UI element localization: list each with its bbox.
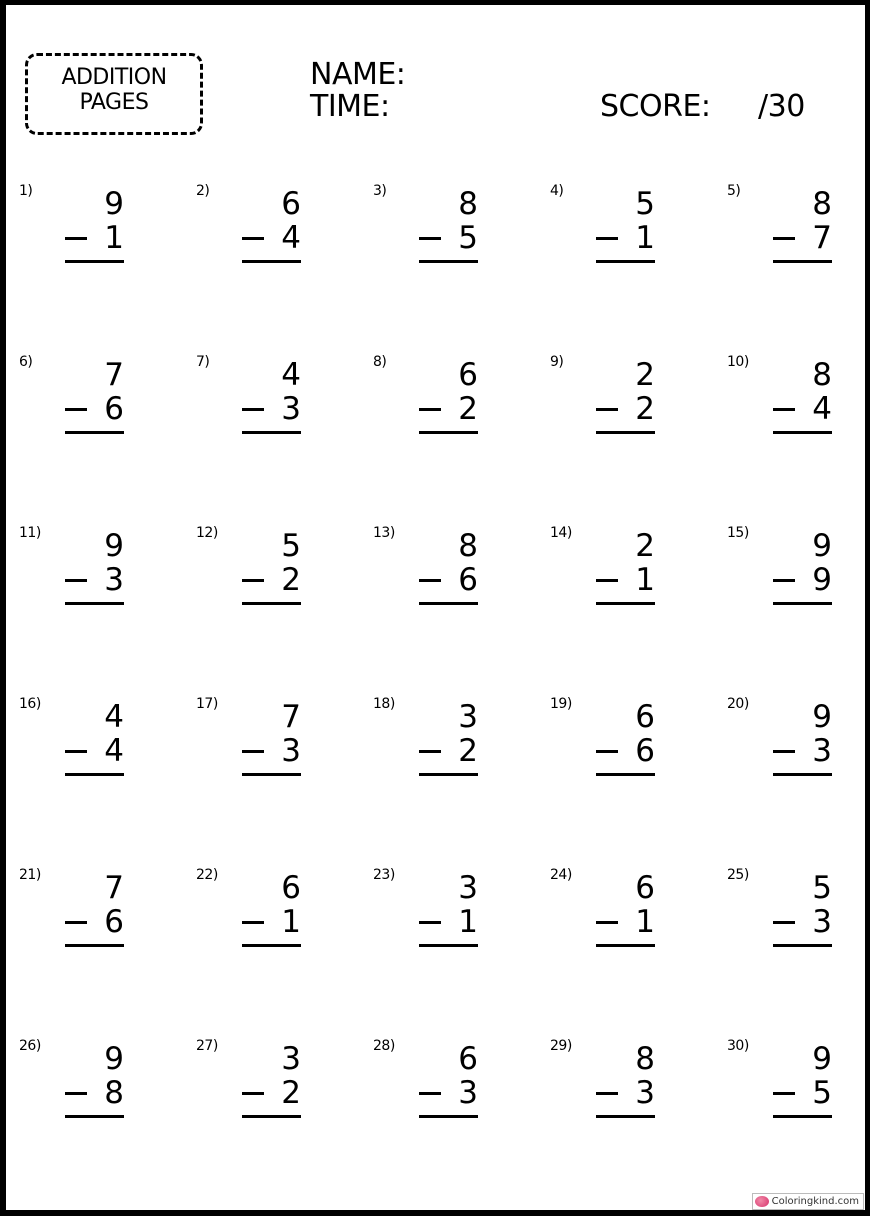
minuend: 9 bbox=[104, 528, 124, 564]
subtrahend: 6 bbox=[104, 391, 124, 427]
subtrahend: 4 bbox=[104, 733, 124, 769]
problem-item bbox=[183, 688, 353, 798]
minuend: 3 bbox=[458, 870, 478, 906]
problem-item bbox=[183, 1030, 353, 1140]
subtrahend: 1 bbox=[104, 220, 124, 256]
subtrahend-row bbox=[596, 905, 656, 939]
subtrahend: 2 bbox=[458, 733, 478, 769]
problem-number: 12) bbox=[196, 525, 218, 541]
answer-line bbox=[773, 602, 832, 605]
subtrahend-row bbox=[773, 563, 833, 597]
subtrahend: 9 bbox=[812, 562, 832, 598]
answer-line bbox=[65, 602, 124, 605]
problem-item bbox=[714, 175, 870, 285]
answer-line bbox=[419, 602, 478, 605]
answer-line bbox=[773, 260, 832, 263]
problem-number: 18) bbox=[373, 696, 395, 712]
subtrahend-row bbox=[65, 221, 125, 255]
minuend: 6 bbox=[458, 1041, 478, 1077]
problem-number: 1) bbox=[19, 183, 33, 199]
subtrahend-row bbox=[773, 221, 833, 255]
problem-item bbox=[6, 175, 176, 285]
subtrahend: 3 bbox=[812, 904, 832, 940]
problem-number: 28) bbox=[373, 1038, 395, 1054]
problem-item bbox=[360, 859, 530, 969]
subtrahend-row bbox=[419, 392, 479, 426]
problem-item bbox=[537, 688, 707, 798]
answer-line bbox=[419, 773, 478, 776]
minuend: 9 bbox=[104, 186, 124, 222]
minuend: 7 bbox=[104, 870, 124, 906]
minuend: 9 bbox=[812, 528, 832, 564]
subtrahend-row bbox=[419, 734, 479, 768]
subtrahend: 6 bbox=[458, 562, 478, 598]
answer-line bbox=[242, 431, 301, 434]
problem-item bbox=[360, 1030, 530, 1140]
subtrahend: 3 bbox=[104, 562, 124, 598]
problem-number: 7) bbox=[196, 354, 210, 370]
subtrahend: 7 bbox=[812, 220, 832, 256]
subtrahend-row bbox=[596, 392, 656, 426]
problem-number: 15) bbox=[727, 525, 749, 541]
subtrahend-row bbox=[242, 734, 302, 768]
answer-line bbox=[596, 260, 655, 263]
answer-line bbox=[65, 1115, 124, 1118]
subtrahend-row bbox=[773, 734, 833, 768]
subtrahend: 6 bbox=[635, 733, 655, 769]
subtrahend: 3 bbox=[812, 733, 832, 769]
problem-number: 20) bbox=[727, 696, 749, 712]
score-total: /30 bbox=[758, 89, 805, 124]
subtrahend-row bbox=[242, 392, 302, 426]
worksheet-page bbox=[6, 5, 865, 1210]
problem-number: 22) bbox=[196, 867, 218, 883]
problem-number: 25) bbox=[727, 867, 749, 883]
problem-item bbox=[537, 859, 707, 969]
subtrahend: 3 bbox=[281, 391, 301, 427]
problem-number: 17) bbox=[196, 696, 218, 712]
answer-line bbox=[596, 944, 655, 947]
subtrahend: 4 bbox=[812, 391, 832, 427]
problem-number: 9) bbox=[550, 354, 564, 370]
problem-item bbox=[714, 346, 870, 456]
subtrahend-row bbox=[773, 1076, 833, 1110]
answer-line bbox=[242, 602, 301, 605]
problem-item bbox=[537, 346, 707, 456]
minuend: 9 bbox=[104, 1041, 124, 1077]
problem-item bbox=[537, 1030, 707, 1140]
problem-item bbox=[714, 517, 870, 627]
minuend: 2 bbox=[635, 528, 655, 564]
problem-number: 13) bbox=[373, 525, 395, 541]
answer-line bbox=[596, 431, 655, 434]
subtrahend: 3 bbox=[635, 1075, 655, 1111]
problem-number: 4) bbox=[550, 183, 564, 199]
subtrahend: 2 bbox=[281, 562, 301, 598]
minuend: 3 bbox=[458, 699, 478, 735]
subtrahend: 3 bbox=[281, 733, 301, 769]
problem-number: 11) bbox=[19, 525, 41, 541]
problem-item bbox=[360, 517, 530, 627]
subtrahend-row bbox=[65, 905, 125, 939]
minuend: 8 bbox=[812, 186, 832, 222]
answer-line bbox=[242, 944, 301, 947]
watermark bbox=[752, 1193, 864, 1210]
minuend: 5 bbox=[281, 528, 301, 564]
problem-number: 16) bbox=[19, 696, 41, 712]
subtrahend: 2 bbox=[635, 391, 655, 427]
problem-item bbox=[6, 517, 176, 627]
subtrahend-row bbox=[596, 734, 656, 768]
problem-item bbox=[6, 346, 176, 456]
worksheet-title-box bbox=[25, 53, 203, 135]
subtrahend-row bbox=[65, 392, 125, 426]
minuend: 8 bbox=[458, 528, 478, 564]
minuend: 4 bbox=[104, 699, 124, 735]
answer-line bbox=[596, 773, 655, 776]
subtrahend-row bbox=[419, 1076, 479, 1110]
subtrahend: 4 bbox=[281, 220, 301, 256]
problem-item bbox=[360, 346, 530, 456]
minuend: 4 bbox=[281, 357, 301, 393]
subtrahend: 5 bbox=[458, 220, 478, 256]
title-line-1: ADDITION bbox=[61, 65, 167, 90]
answer-line bbox=[242, 773, 301, 776]
answer-line bbox=[773, 944, 832, 947]
answer-line bbox=[65, 944, 124, 947]
subtrahend: 3 bbox=[458, 1075, 478, 1111]
problem-item bbox=[537, 175, 707, 285]
name-label: NAME: bbox=[310, 57, 406, 92]
problem-number: 3) bbox=[373, 183, 387, 199]
watermark-text: Coloringkind.com bbox=[771, 1196, 859, 1207]
subtrahend-row bbox=[596, 563, 656, 597]
answer-line bbox=[419, 944, 478, 947]
answer-line bbox=[65, 773, 124, 776]
problem-item bbox=[183, 346, 353, 456]
answer-line bbox=[419, 1115, 478, 1118]
subtrahend: 1 bbox=[281, 904, 301, 940]
answer-line bbox=[773, 1115, 832, 1118]
problem-item bbox=[360, 688, 530, 798]
answer-line bbox=[773, 431, 832, 434]
subtrahend-row bbox=[65, 563, 125, 597]
answer-line bbox=[65, 260, 124, 263]
answer-line bbox=[419, 260, 478, 263]
subtrahend-row bbox=[242, 563, 302, 597]
problem-item bbox=[537, 517, 707, 627]
minuend: 6 bbox=[281, 186, 301, 222]
subtrahend-row bbox=[242, 1076, 302, 1110]
subtrahend-row bbox=[419, 563, 479, 597]
minuend: 5 bbox=[812, 870, 832, 906]
problem-item bbox=[183, 175, 353, 285]
subtrahend-row bbox=[419, 221, 479, 255]
problem-number: 21) bbox=[19, 867, 41, 883]
minuend: 2 bbox=[635, 357, 655, 393]
answer-line bbox=[596, 602, 655, 605]
problem-item bbox=[183, 859, 353, 969]
problem-number: 19) bbox=[550, 696, 572, 712]
problem-number: 24) bbox=[550, 867, 572, 883]
answer-line bbox=[419, 431, 478, 434]
problem-number: 5) bbox=[727, 183, 741, 199]
problem-number: 14) bbox=[550, 525, 572, 541]
problem-item bbox=[6, 859, 176, 969]
problem-number: 27) bbox=[196, 1038, 218, 1054]
minuend: 6 bbox=[635, 870, 655, 906]
problem-item bbox=[183, 517, 353, 627]
subtrahend-row bbox=[596, 1076, 656, 1110]
problem-item bbox=[6, 1030, 176, 1140]
answer-line bbox=[596, 1115, 655, 1118]
time-label: TIME: bbox=[310, 89, 390, 124]
problem-number: 23) bbox=[373, 867, 395, 883]
minuend: 7 bbox=[104, 357, 124, 393]
subtrahend: 6 bbox=[104, 904, 124, 940]
answer-line bbox=[242, 260, 301, 263]
title-line-2: PAGES bbox=[79, 90, 149, 115]
answer-line bbox=[242, 1115, 301, 1118]
minuend: 7 bbox=[281, 699, 301, 735]
subtrahend: 1 bbox=[635, 904, 655, 940]
subtrahend-row bbox=[65, 1076, 125, 1110]
subtrahend: 1 bbox=[458, 904, 478, 940]
problem-item bbox=[714, 688, 870, 798]
problem-number: 2) bbox=[196, 183, 210, 199]
problem-item bbox=[360, 175, 530, 285]
problem-item bbox=[714, 859, 870, 969]
minuend: 9 bbox=[812, 1041, 832, 1077]
problem-number: 8) bbox=[373, 354, 387, 370]
subtrahend: 2 bbox=[458, 391, 478, 427]
crayon-logo-icon bbox=[755, 1196, 769, 1207]
minuend: 3 bbox=[281, 1041, 301, 1077]
minuend: 8 bbox=[458, 186, 478, 222]
subtrahend: 1 bbox=[635, 562, 655, 598]
subtrahend-row bbox=[596, 221, 656, 255]
score-label: SCORE: bbox=[600, 89, 711, 124]
minuend: 5 bbox=[635, 186, 655, 222]
subtrahend-row bbox=[242, 905, 302, 939]
minuend: 6 bbox=[458, 357, 478, 393]
problem-item bbox=[714, 1030, 870, 1140]
answer-line bbox=[65, 431, 124, 434]
subtrahend: 2 bbox=[281, 1075, 301, 1111]
minuend: 9 bbox=[812, 699, 832, 735]
minuend: 6 bbox=[281, 870, 301, 906]
subtrahend: 5 bbox=[812, 1075, 832, 1111]
subtrahend-row bbox=[773, 905, 833, 939]
subtrahend-row bbox=[773, 392, 833, 426]
problem-item bbox=[6, 688, 176, 798]
answer-line bbox=[773, 773, 832, 776]
subtrahend: 8 bbox=[104, 1075, 124, 1111]
minuend: 8 bbox=[635, 1041, 655, 1077]
problem-number: 6) bbox=[19, 354, 33, 370]
problem-number: 26) bbox=[19, 1038, 41, 1054]
problem-number: 10) bbox=[727, 354, 749, 370]
minuend: 6 bbox=[635, 699, 655, 735]
subtrahend-row bbox=[419, 905, 479, 939]
subtrahend: 1 bbox=[635, 220, 655, 256]
problem-number: 29) bbox=[550, 1038, 572, 1054]
subtrahend-row bbox=[242, 221, 302, 255]
problem-number: 30) bbox=[727, 1038, 749, 1054]
minuend: 8 bbox=[812, 357, 832, 393]
subtrahend-row bbox=[65, 734, 125, 768]
